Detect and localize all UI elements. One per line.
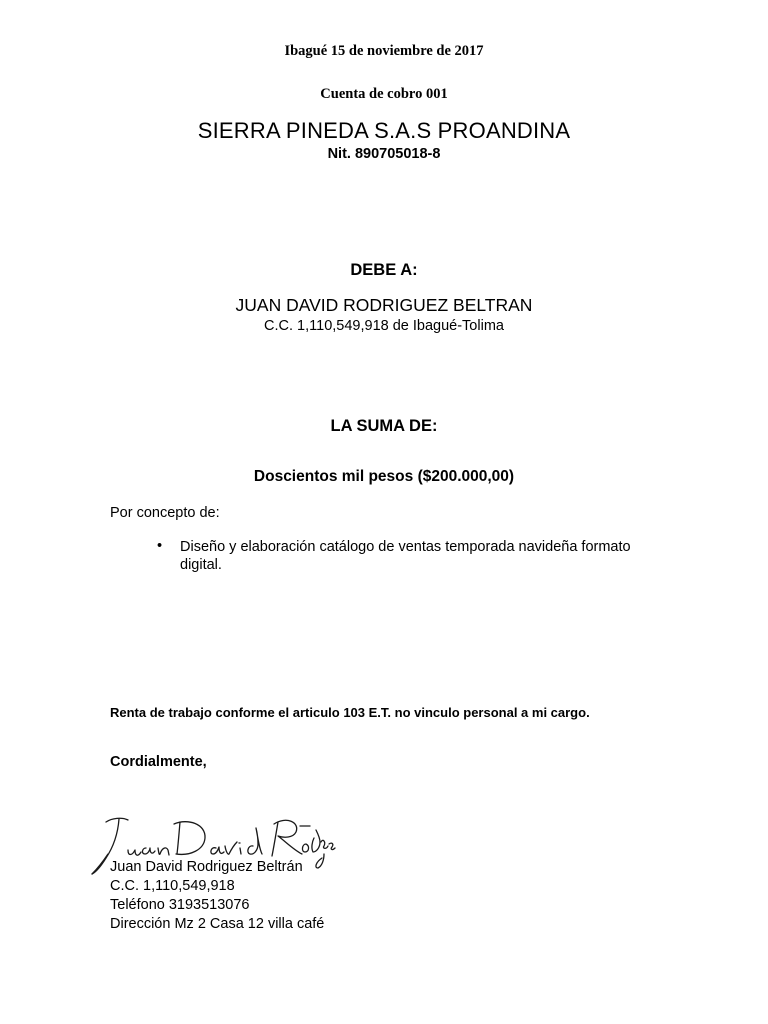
bullet-icon: • bbox=[157, 538, 163, 554]
amount-text: Doscientos mil pesos ($200.000,00) bbox=[253, 468, 515, 485]
concept-item: Diseño y elaboración catálogo de ventas temporada navideña formato digital. bbox=[180, 539, 631, 573]
debtor-nit: Nit. 890705018-8 bbox=[327, 146, 441, 162]
debtor-company-name: SIERRA PINEDA S.A.S PROANDINA bbox=[197, 118, 571, 143]
signature-block bbox=[110, 858, 324, 934]
document-date: Ibagué 15 de noviembre de 2017 bbox=[284, 43, 484, 59]
owes-to-heading: DEBE A: bbox=[350, 261, 418, 279]
signer-name: Juan David Rodriguez Beltrán bbox=[110, 859, 303, 875]
document-title: Cuenta de cobro 001 bbox=[320, 86, 448, 102]
concept-label: Por concepto de: bbox=[110, 505, 220, 521]
signer-id: C.C. 1,110,549,918 bbox=[110, 878, 235, 894]
closing-salutation: Cordialmente, bbox=[110, 754, 207, 770]
signer-address: Dirección Mz 2 Casa 12 villa café bbox=[110, 916, 325, 932]
creditor-id: C.C. 1,110,549,918 de Ibagué-Tolima bbox=[264, 318, 504, 334]
signer-phone: Teléfono 3193513076 bbox=[110, 897, 250, 913]
creditor-name: JUAN DAVID RODRIGUEZ BELTRAN bbox=[235, 295, 533, 315]
sum-heading: LA SUMA DE: bbox=[330, 417, 438, 435]
tax-note: Renta de trabajo conforme el articulo 103 E.T. no vinculo personal a mi cargo. bbox=[110, 705, 590, 720]
